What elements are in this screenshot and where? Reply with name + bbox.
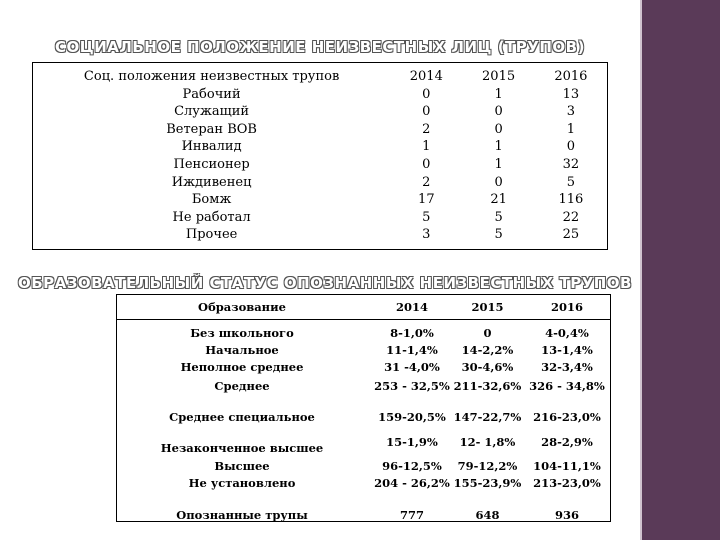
- year-value-cell: 3: [422, 227, 431, 243]
- category-cell: Рабочий: [182, 86, 241, 102]
- table-row: [33, 103, 607, 121]
- education-level-cell: Неполное среднее: [180, 360, 304, 374]
- year-value-cell: 1: [494, 86, 503, 102]
- category-cell: Инвалид: [181, 139, 242, 155]
- title-social-status: СОЦИАЛЬНОЕ ПОЛОЖЕНИЕ НЕИЗВЕСТНЫХ ЛИЦ (ТРУПОВ): [55, 38, 585, 56]
- education-level-cell: Среднее: [214, 379, 270, 393]
- year-value-cell: 2: [422, 121, 431, 137]
- table-row: [33, 226, 607, 244]
- year-value-cell: 32: [562, 156, 580, 172]
- social-status-table: [32, 62, 608, 250]
- year-value-cell: 116: [558, 192, 584, 208]
- table-row: [33, 156, 607, 174]
- year-value-cell: 0: [422, 156, 431, 172]
- year-value-cell: 22: [562, 209, 580, 225]
- category-cell: Иждивенец: [171, 174, 252, 190]
- year-value-cell: 14-2,2%: [461, 343, 514, 357]
- category-cell: Ветеран ВОВ: [166, 121, 257, 137]
- year-value-cell: 0: [494, 121, 503, 137]
- year-value-cell: 211-32,6%: [453, 379, 522, 393]
- year-value-cell: 13: [562, 86, 580, 102]
- education-level-cell: Не установлено: [188, 476, 296, 490]
- category-cell: Не работал: [172, 209, 251, 225]
- year-value-cell: 11-1,4%: [386, 343, 438, 357]
- category-cell: Прочее: [185, 227, 238, 243]
- category-cell: Служащий: [174, 104, 250, 120]
- year-value-cell: 147-22,7%: [453, 410, 522, 424]
- education-level-cell: Высшее: [214, 459, 270, 473]
- title-education-status: ОБРАЗОВАТЕЛЬНЫЙ СТАТУС ОПОЗНАННЫХ НЕИЗВЕСТНЫХ ТРУПОВ: [17, 274, 632, 292]
- table-row: [33, 138, 607, 156]
- year-value-cell: 0: [422, 86, 431, 102]
- year-value-cell: 5: [566, 174, 575, 190]
- header-divider: [117, 319, 610, 320]
- year-value-cell: 3: [566, 104, 575, 120]
- education-level-cell: Опознанные трупы: [176, 508, 308, 522]
- year-value-cell: 0: [494, 104, 503, 120]
- education-level-cell: Начальное: [205, 343, 279, 357]
- decorative-side-band: [640, 0, 720, 540]
- year-value-cell: 936: [554, 508, 579, 522]
- table-header-row: [33, 68, 607, 86]
- education-level-cell: Без школьного: [190, 326, 294, 340]
- year-value-cell: 159-20,5%: [378, 410, 446, 424]
- year-value-cell: 0: [494, 174, 503, 190]
- year-value-cell: 104-11,1%: [533, 459, 601, 473]
- table-header-cell: Образование: [198, 300, 286, 314]
- table-row: [33, 121, 607, 139]
- year-value-cell: 155-23,9%: [453, 476, 522, 490]
- table-row: [33, 86, 607, 104]
- year-value-cell: 15-1,9%: [386, 435, 438, 449]
- year-value-cell: 96-12,5%: [382, 459, 442, 473]
- year-value-cell: 0: [422, 104, 431, 120]
- year-value-cell: 5: [422, 209, 431, 225]
- year-value-cell: 2: [422, 174, 431, 190]
- category-cell: Пенсионер: [173, 156, 250, 172]
- year-value-cell: 777: [399, 508, 424, 522]
- year-value-cell: 5: [494, 227, 503, 243]
- year-value-cell: 21: [490, 192, 507, 208]
- year-value-cell: 0: [483, 326, 492, 340]
- year-value-cell: 253 - 32,5%: [374, 379, 450, 393]
- side-band-accent: [640, 0, 642, 540]
- education-status-table: [116, 294, 611, 522]
- year-value-cell: 1: [494, 156, 503, 172]
- year-value-cell: 216-23,0%: [533, 410, 601, 424]
- table-header-cell: 2014: [395, 300, 428, 314]
- year-value-cell: 213-23,0%: [533, 476, 601, 490]
- year-value-cell: 31 -4,0%: [384, 360, 440, 374]
- year-value-cell: 13-1,4%: [541, 343, 593, 357]
- year-value-cell: 8-1,0%: [390, 326, 434, 340]
- table-header-cell: 2015: [471, 300, 504, 314]
- category-cell: Бомж: [191, 192, 232, 208]
- year-value-cell: 5: [494, 209, 503, 225]
- category-cell: Соц. положения неизвестных трупов: [83, 69, 340, 84]
- education-level-cell: Среднее специальное: [169, 410, 315, 424]
- year-value-cell: 0: [566, 139, 575, 155]
- year-value-cell: 1: [422, 139, 431, 155]
- year-value-cell: 12- 1,8%: [459, 435, 516, 449]
- year-value-cell: 30-4,6%: [461, 360, 514, 374]
- year-value-cell: 1: [566, 121, 575, 137]
- year-value-cell: 17: [418, 192, 435, 208]
- year-value-cell: 204 - 26,2%: [374, 476, 450, 490]
- education-level-cell: Незаконченное высшее: [160, 441, 324, 455]
- year-value-cell: 4-0,4%: [545, 326, 589, 340]
- table-row: [33, 191, 607, 209]
- year-value-cell: 32-3,4%: [541, 360, 593, 374]
- table-header-cell: 2016: [550, 300, 583, 314]
- year-value-cell: 2016: [554, 69, 588, 84]
- year-value-cell: 2015: [482, 69, 516, 84]
- year-value-cell: 2014: [409, 69, 443, 84]
- year-value-cell: 648: [475, 508, 500, 522]
- table-row: [33, 209, 607, 227]
- year-value-cell: 79-12,2%: [457, 459, 518, 473]
- year-value-cell: 28-2,9%: [541, 435, 593, 449]
- year-value-cell: 326 - 34,8%: [529, 379, 605, 393]
- year-value-cell: 25: [562, 227, 580, 243]
- year-value-cell: 1: [494, 139, 503, 155]
- table-row: [33, 174, 607, 192]
